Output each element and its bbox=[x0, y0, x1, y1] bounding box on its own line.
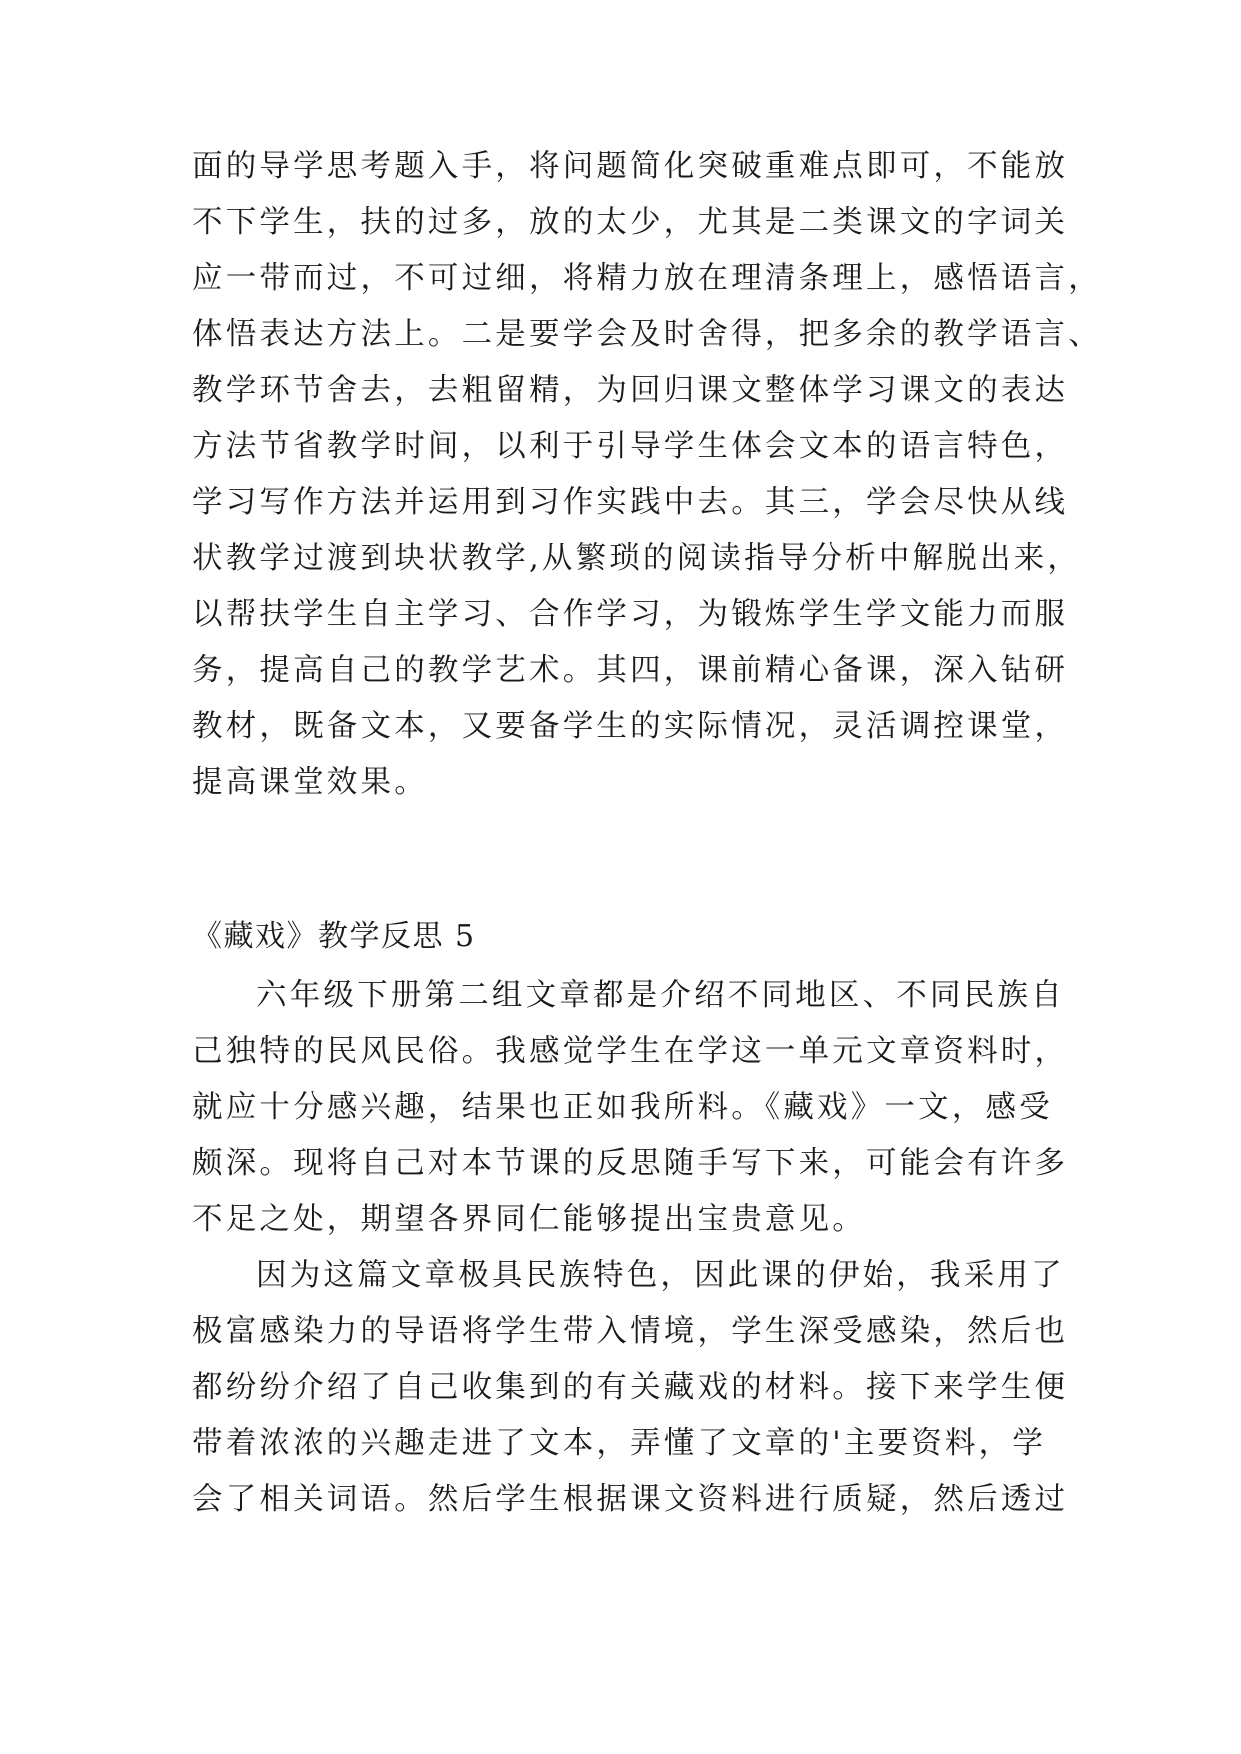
body-text-line: 不下学生，扶的过多，放的太少，尤其是二类课文的字词关 bbox=[192, 205, 1069, 240]
body-text-line: 方法节省教学时间，以利于引导学生体会文本的语言特色， bbox=[192, 429, 1069, 464]
body-text-line: 提高课堂效果。 bbox=[192, 765, 428, 800]
body-text-line: 面的导学思考题入手，将问题简化突破重难点即可，不能放 bbox=[192, 149, 1069, 184]
body-text-line: 教学环节舍去，去粗留精，为回归课文整体学习课文的表达 bbox=[192, 373, 1069, 408]
body-text-line: 六年级下册第二组文章都是介绍不同地区、不同民族自 bbox=[256, 978, 1065, 1013]
body-text-line: 就应十分感兴趣，结果也正如我所料。《藏戏》一文，感受 bbox=[192, 1090, 1053, 1125]
body-text-line: 学习写作方法并运用到习作实践中去。其三，学会尽快从线 bbox=[192, 485, 1069, 520]
body-text-line: 颇深。现将自己对本节课的反思随手写下来，可能会有许多 bbox=[192, 1146, 1069, 1181]
body-text-line: 教材，既备文本，又要备学生的实际情况，灵活调控课堂， bbox=[192, 709, 1069, 744]
body-text-line: 务，提高自己的教学艺术。其四，课前精心备课，深入钻研 bbox=[192, 653, 1069, 688]
body-text-line: 因为这篇文章极具民族特色，因此课的伊始，我采用了 bbox=[256, 1258, 1065, 1293]
body-text-line: 应一带而过，不可过细，将精力放在理清条理上，感悟语言， bbox=[192, 261, 1102, 296]
body-text-line: 带着浓浓的兴趣走进了文本，弄懂了文章的'主要资料，学 bbox=[192, 1426, 1047, 1461]
body-text-line: 都纷纷介绍了自己收集到的有关藏戏的材料。接下来学生便 bbox=[192, 1370, 1069, 1405]
body-text-line: 己独特的民风民俗。我感觉学生在学这一单元文章资料时， bbox=[192, 1034, 1069, 1069]
body-text-line: 极富感染力的导语将学生带入情境，学生深受感染，然后也 bbox=[192, 1314, 1069, 1349]
body-text-line: 不足之处，期望各界同仁能够提出宝贵意见。 bbox=[192, 1202, 866, 1237]
body-text-line: 体悟表达方法上。二是要学会及时舍得，把多余的教学语言、 bbox=[192, 317, 1102, 352]
body-text-line: 会了相关词语。然后学生根据课文资料进行质疑，然后透过 bbox=[192, 1482, 1069, 1517]
body-text-line: 状教学过渡到块状教学,从繁琐的阅读指导分析中解脱出来， bbox=[192, 541, 1082, 576]
section-heading: 《藏戏》教学反思 5 bbox=[192, 919, 476, 954]
body-text-line: 以帮扶学生自主学习、合作学习，为锻炼学生学文能力而服 bbox=[192, 597, 1069, 632]
